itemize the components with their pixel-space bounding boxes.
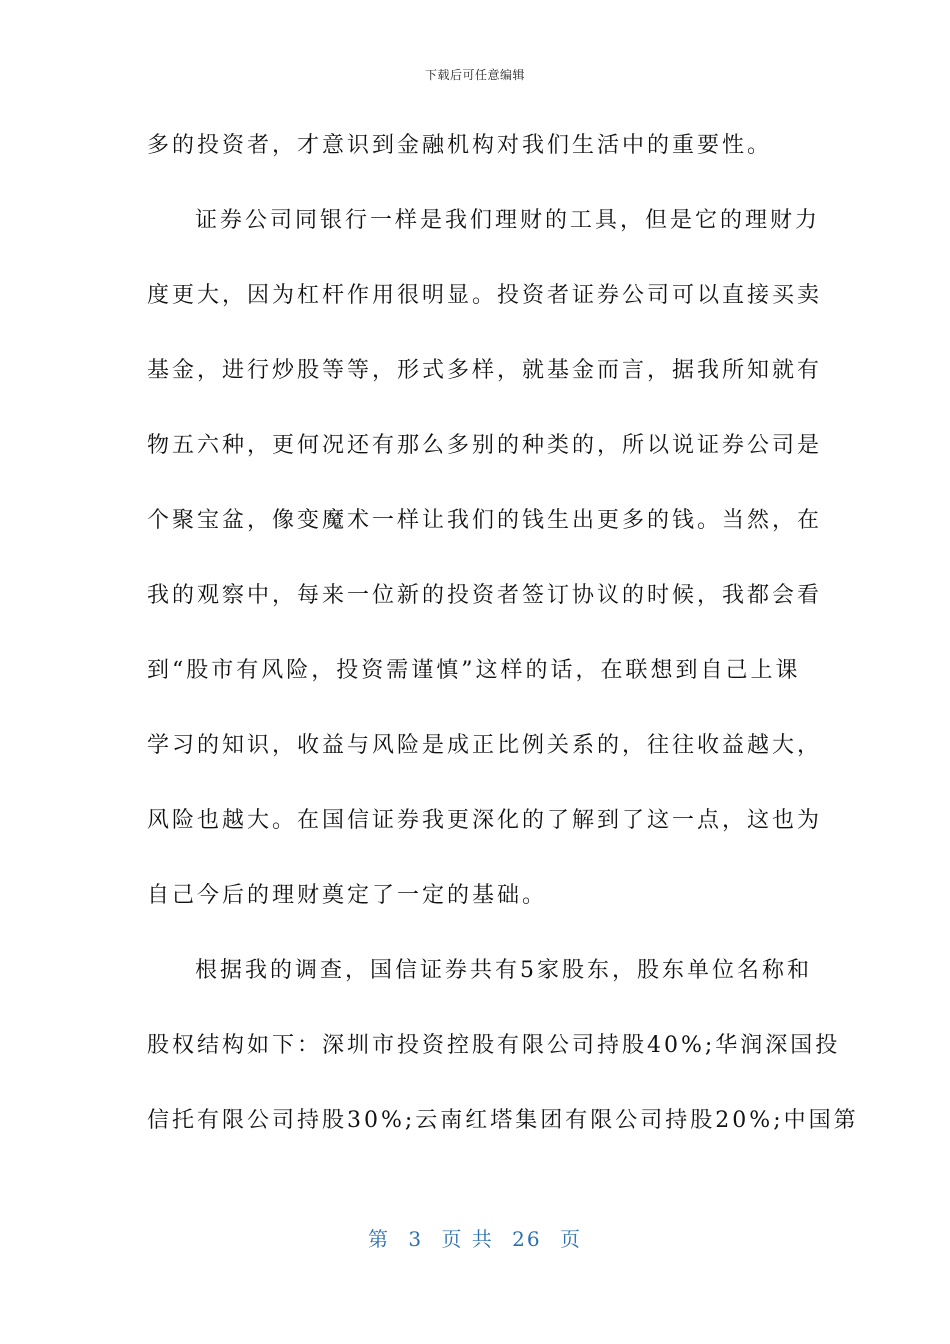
current-page-number: 3 — [408, 1227, 424, 1251]
text-line: 到“股市有风险，投资需谨慎”这样的话，在联想到自己上课 — [147, 658, 801, 683]
footer-suffix: 页 — [559, 1227, 582, 1251]
page-header: 下载后可任意编辑 — [424, 68, 525, 82]
text-line: 多的投资者，才意识到金融机构对我们生活中的重要性。 — [147, 133, 773, 158]
text-line: 证券公司同银行一样是我们理财的工具，但是它的理财力 — [195, 208, 821, 233]
total-pages-number: 26 — [512, 1227, 542, 1251]
page-footer — [0, 1223, 950, 1252]
body-text — [147, 112, 859, 1162]
text-line: 股权结构如下：深圳市投资控股有限公司持股40%;华润深国投 — [147, 1033, 841, 1058]
text-line: 度更大，因为杠杆作用很明显。投资者证券公司可以直接买卖 — [147, 283, 823, 308]
text-line: 根据我的调查，国信证券共有5家股东，股东单位名称和 — [195, 958, 812, 983]
text-line: 风险也越大。在国信证券我更深化的了解到了这一点，这也为 — [147, 808, 823, 833]
text-line: 个聚宝盆，像变魔术一样让我们的钱生出更多的钱。当然，在 — [147, 508, 823, 533]
text-line: 信托有限公司持股30%;云南红塔集团有限公司持股20%;中国第 — [147, 1108, 859, 1133]
text-line: 物五六种，更何况还有那么多别的种类的，所以说证券公司是 — [147, 433, 823, 458]
footer-prefix: 第 — [368, 1227, 390, 1251]
footer-middle: 页 共 — [441, 1227, 494, 1251]
text-line: 我的观察中，每来一位新的投资者签订协议的时候，我都会看 — [147, 583, 823, 608]
text-line: 学习的知识，收益与风险是成正比例关系的，往往收益越大， — [147, 733, 823, 758]
text-line: 自己今后的理财奠定了一定的基础。 — [147, 883, 548, 908]
text-line: 基金，进行炒股等等，形式多样，就基金而言，据我所知就有 — [147, 358, 823, 383]
